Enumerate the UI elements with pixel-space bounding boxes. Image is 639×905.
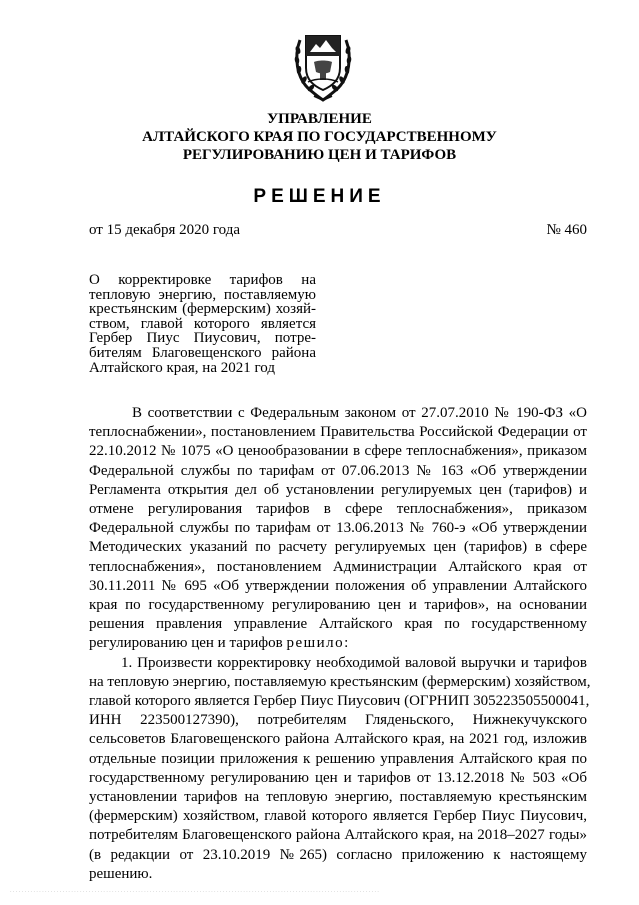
document-body	[89, 404, 591, 884]
body-line: потребителям Благовещенского района Алтайского края, на 2018–2027 годы»	[89, 827, 587, 844]
document-number: № 460	[546, 222, 587, 238]
subject-line: бителям Благовещенского района	[89, 344, 316, 361]
body-line: 22.10.2012 № 1075 «О ценообразовании в сфере теплоснабжения», приказом	[89, 443, 587, 460]
body-line: В соответствии с Федеральным законом от 27.07.2010 № 190-ФЗ «О	[132, 405, 587, 421]
resolved-colon: :	[344, 635, 349, 652]
body-line: теплоснабжении», постановлением Правительства Российской Федерации от	[89, 424, 587, 441]
document-date: от 15 декабря 2020 года	[89, 222, 241, 238]
body-line: 30.11.2011 № 695 «Об утверждении положения об управлении Алтайского	[89, 577, 587, 594]
body-line	[89, 634, 587, 653]
page-footer-artifact: · · · · · · · · · · · · · · · · · · · · · · · · · · · · · · · · · · · · · · · · · · · · · · · · · · · · · · · · · · · · · · · · · · · · · · · · · · · · · · · · · · · · · · · · · · · · · · · · · · · · · · · · · · · · · · · · · · · · · · · · · · · · · · ·	[10, 891, 379, 895]
body-line: главой которого является Гербер Пиус Пиусович (ОГРНИП 305223505500041,	[89, 693, 590, 710]
subject-line: крестьянским (фермерским) хозяй-	[89, 301, 316, 318]
body-line: Федеральной службы по тарифам от 07.06.2013 № 163 «Об утверждении	[89, 462, 587, 479]
org-line-2: АЛТАЙСКОГО КРАЯ ПО ГОСУДАРСТВЕННОМУ	[142, 129, 497, 145]
body-line-text: регулированию цен и тарифов	[89, 635, 287, 652]
document-type-title: РЕШЕНИЕ	[253, 186, 386, 207]
subject-line: О корректировке тарифов на	[89, 272, 316, 288]
body-line: решения правления управление Алтайского края по государственному	[89, 616, 587, 633]
body-line: 1. Произвести корректировку необходимой валовой выручки и тарифов	[121, 654, 587, 671]
body-line: сельсоветов Благовещенского района Алтайского края, на 2021 год, изложив	[89, 731, 587, 748]
body-line: (фермерским) хозяйством, главой которого является Гербер Пиус Пиусович,	[89, 808, 587, 825]
body-line: Методических указаний по расчету регулируемых цен (тарифов) в сфере	[89, 539, 587, 556]
org-line-1: УПРАВЛЕНИЕ	[267, 111, 372, 127]
coat-of-arms-icon	[292, 26, 354, 102]
org-line-3: РЕГУЛИРОВАНИЮ ЦЕН И ТАРИФОВ	[182, 147, 457, 163]
body-line: Федеральной службы по тарифам от 13.06.2013 № 760-э «Об утверждении	[89, 520, 587, 537]
body-line: решению.	[89, 865, 153, 882]
body-line: края по государственному регулированию цен и тарифов», на основании	[89, 597, 587, 614]
body-line: теплоснабжения», постановлением Администрации Алтайского края от	[89, 558, 587, 575]
body-line: государственному регулированию цен и тарифов от 13.12.2018 № 503 «Об	[89, 769, 587, 786]
body-line: установлении тарифов на тепловую энергию, поставляемую крестьянским	[89, 789, 587, 806]
body-line: (в редакции от 23.10.2019 №265) согласно приложению к настоящему	[89, 846, 587, 863]
body-line: отмене регулирования тарифов в сфере теплоснабжения», приказом	[89, 501, 587, 518]
body-line: отдельные позиции приложения к решению управления Алтайского края по	[89, 750, 587, 767]
subject-line: Гербер Пиус Пиусович, потре-	[89, 330, 316, 347]
subject-line: тепловую энергию, поставляемую	[89, 286, 316, 303]
body-line: Регламента открытия дел об установлении регулируемых цен (тарифов) и	[89, 481, 587, 498]
document-subject	[89, 273, 316, 375]
body-line: на тепловую энергию, поставляемую крестьянским (фермерским) хозяйством,	[89, 673, 591, 690]
organization-name	[0, 110, 639, 164]
body-line: ИНН 223500127390), потребителям Гляденьского, Нижнекучукского	[89, 712, 587, 729]
subject-line: Алтайского края, на 2021 год	[89, 359, 275, 376]
subject-line: ством, главой которого является	[89, 315, 316, 332]
resolved-word: решило	[286, 635, 345, 652]
